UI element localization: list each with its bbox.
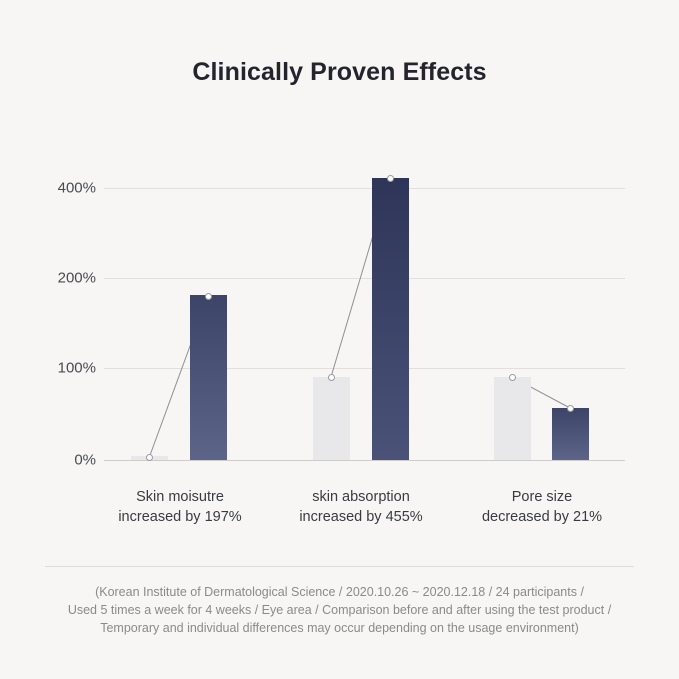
bar-after-skin-absorption: [372, 178, 409, 460]
marker-before-skin-absorption: [328, 374, 335, 381]
marker-after-skin-absorption: [387, 175, 394, 182]
ytick-0: 0%: [74, 451, 96, 469]
footnote-line-3: Temporary and individual differences may occur depending on the usage environment): [100, 621, 579, 635]
ytick-100: 100%: [57, 359, 96, 377]
ytick-400: 400%: [57, 179, 96, 197]
xlabel-pore-size-line1: Pore size: [511, 489, 573, 505]
bar-after-skin-moisture: [190, 295, 227, 460]
footnote-line-1: (Korean Institute of Dermatological Science / 2020.10.26 ~ 2020.12.18 / 24 participants /: [95, 585, 584, 599]
bar-before-skin-absorption: [313, 377, 350, 460]
xlabel-skin-absorption-line1: skin absorption: [312, 489, 410, 505]
ytick-200: 200%: [57, 269, 96, 287]
gridline-200: [104, 278, 625, 279]
xlabel-skin-absorption: [271, 487, 451, 527]
xlabel-skin-moisture-line2: increased by 197%: [118, 509, 242, 525]
footnote-line-2: Used 5 times a week for 4 weeks / Eye area / Comparison before and after using the test product /: [67, 603, 612, 617]
bar-after-pore-size: [552, 408, 589, 460]
plot-area: [0, 150, 679, 525]
gridline-400: [104, 188, 625, 189]
gridline-100: [104, 368, 625, 369]
footnote-divider: [45, 566, 634, 567]
marker-before-pore-size: [509, 374, 516, 381]
marker-before-skin-moisture: [146, 454, 153, 461]
xlabel-skin-moisture: [90, 487, 270, 527]
axis-baseline: [104, 460, 625, 461]
page-title: Clinically Proven Effects: [192, 58, 487, 86]
xlabel-skin-moisture-line1: Skin moisutre: [136, 489, 224, 505]
marker-after-skin-moisture: [205, 293, 212, 300]
xlabel-pore-size-line2: decreased by 21%: [481, 509, 603, 525]
bar-before-pore-size: [494, 377, 531, 460]
xlabel-pore-size: [452, 487, 632, 527]
footnote: [0, 583, 679, 637]
xlabel-skin-absorption-line2: increased by 455%: [299, 509, 423, 525]
marker-after-pore-size: [567, 405, 574, 412]
